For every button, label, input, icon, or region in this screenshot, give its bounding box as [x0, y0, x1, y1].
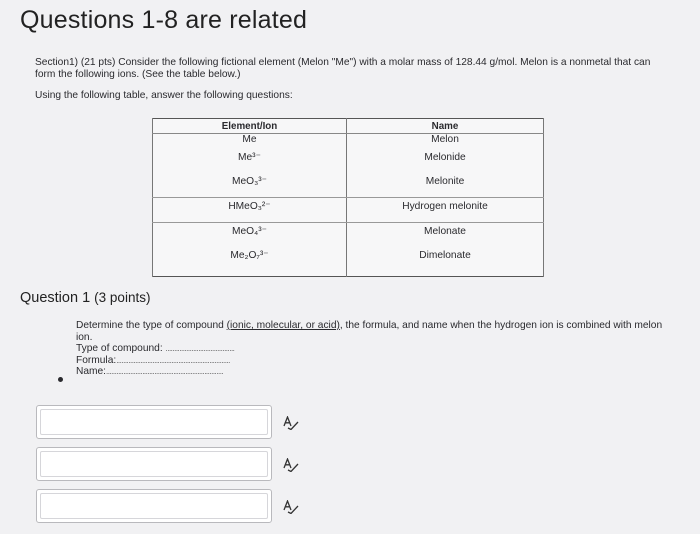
section-description: Section1) (21 pts) Consider the following fictional element (Melon "Me") with a molar mass of 128.44 g/mol. Melon is a nonmetal that can form the following ions. (See the table below.): [35, 57, 651, 80]
table-row: [153, 247, 544, 277]
name-cell: Dimelonate: [347, 247, 544, 277]
type-line: [76, 343, 676, 355]
table-row: [153, 198, 544, 223]
question-prompt: [76, 320, 676, 343]
formula-line: [76, 355, 676, 367]
ion-cell: Me₂O₇³⁻: [153, 247, 347, 277]
formula-dots: ..................................................................: [116, 355, 230, 365]
answer-input-3[interactable]: [36, 489, 272, 523]
prompt-options: (ionic, molecular, or acid): [226, 320, 340, 331]
table-row: [153, 223, 544, 248]
name-cell: Melonite: [347, 173, 544, 198]
ion-cell: Me³⁻: [153, 149, 347, 173]
name-cell: Hydrogen melonite: [347, 198, 544, 223]
formula-label: Formula:: [76, 354, 117, 366]
spellcheck-icon[interactable]: [283, 500, 299, 514]
type-label: Type of compound:: [76, 343, 163, 354]
table-header-row: [153, 119, 544, 134]
name-cell: Melonate: [347, 223, 544, 248]
prompt-end: , the formula, and name when the hydrogen ion is combined with melon ion.: [76, 320, 663, 343]
spellcheck-icon[interactable]: [283, 458, 299, 472]
answer-input-inner[interactable]: [40, 451, 268, 477]
name-cell: Melonide: [347, 149, 544, 173]
answer-input-inner[interactable]: [40, 493, 268, 519]
page-title: Questions 1-8 are related: [20, 6, 308, 34]
question-number: Question 1: [20, 290, 91, 306]
answer-input-1[interactable]: [36, 405, 272, 439]
answer-input-inner[interactable]: [40, 409, 268, 435]
spellcheck-icon[interactable]: [283, 416, 299, 430]
intro-section: [35, 57, 665, 102]
name-label: Name:: [76, 366, 107, 377]
ion-cell: MeO₄³⁻: [153, 223, 347, 248]
type-dots: ........................................: [165, 344, 235, 353]
table-row: [153, 173, 544, 198]
prompt-start: Determine the type of compound: [76, 320, 227, 331]
question-title: [20, 290, 150, 306]
name-dots: ....................................................................: [106, 367, 224, 376]
answer-input-2[interactable]: [36, 447, 272, 481]
header-element-ion: Element/Ion: [153, 119, 347, 134]
question-points: (3 points): [94, 290, 151, 305]
header-name: Name: [347, 119, 544, 134]
question-body: [76, 320, 676, 378]
ion-cell: Me: [153, 134, 347, 150]
table-row: [153, 149, 544, 173]
ion-cell: MeO₃³⁻: [153, 173, 347, 198]
ion-cell: HMeO₃²⁻: [153, 198, 347, 223]
table-row: [153, 134, 544, 150]
name-cell: Melon: [347, 134, 544, 150]
ions-table: [152, 118, 544, 277]
name-line: [76, 366, 676, 378]
bullet-icon: [58, 377, 63, 382]
instructions-text: Using the following table, answer the following questions:: [35, 90, 293, 101]
